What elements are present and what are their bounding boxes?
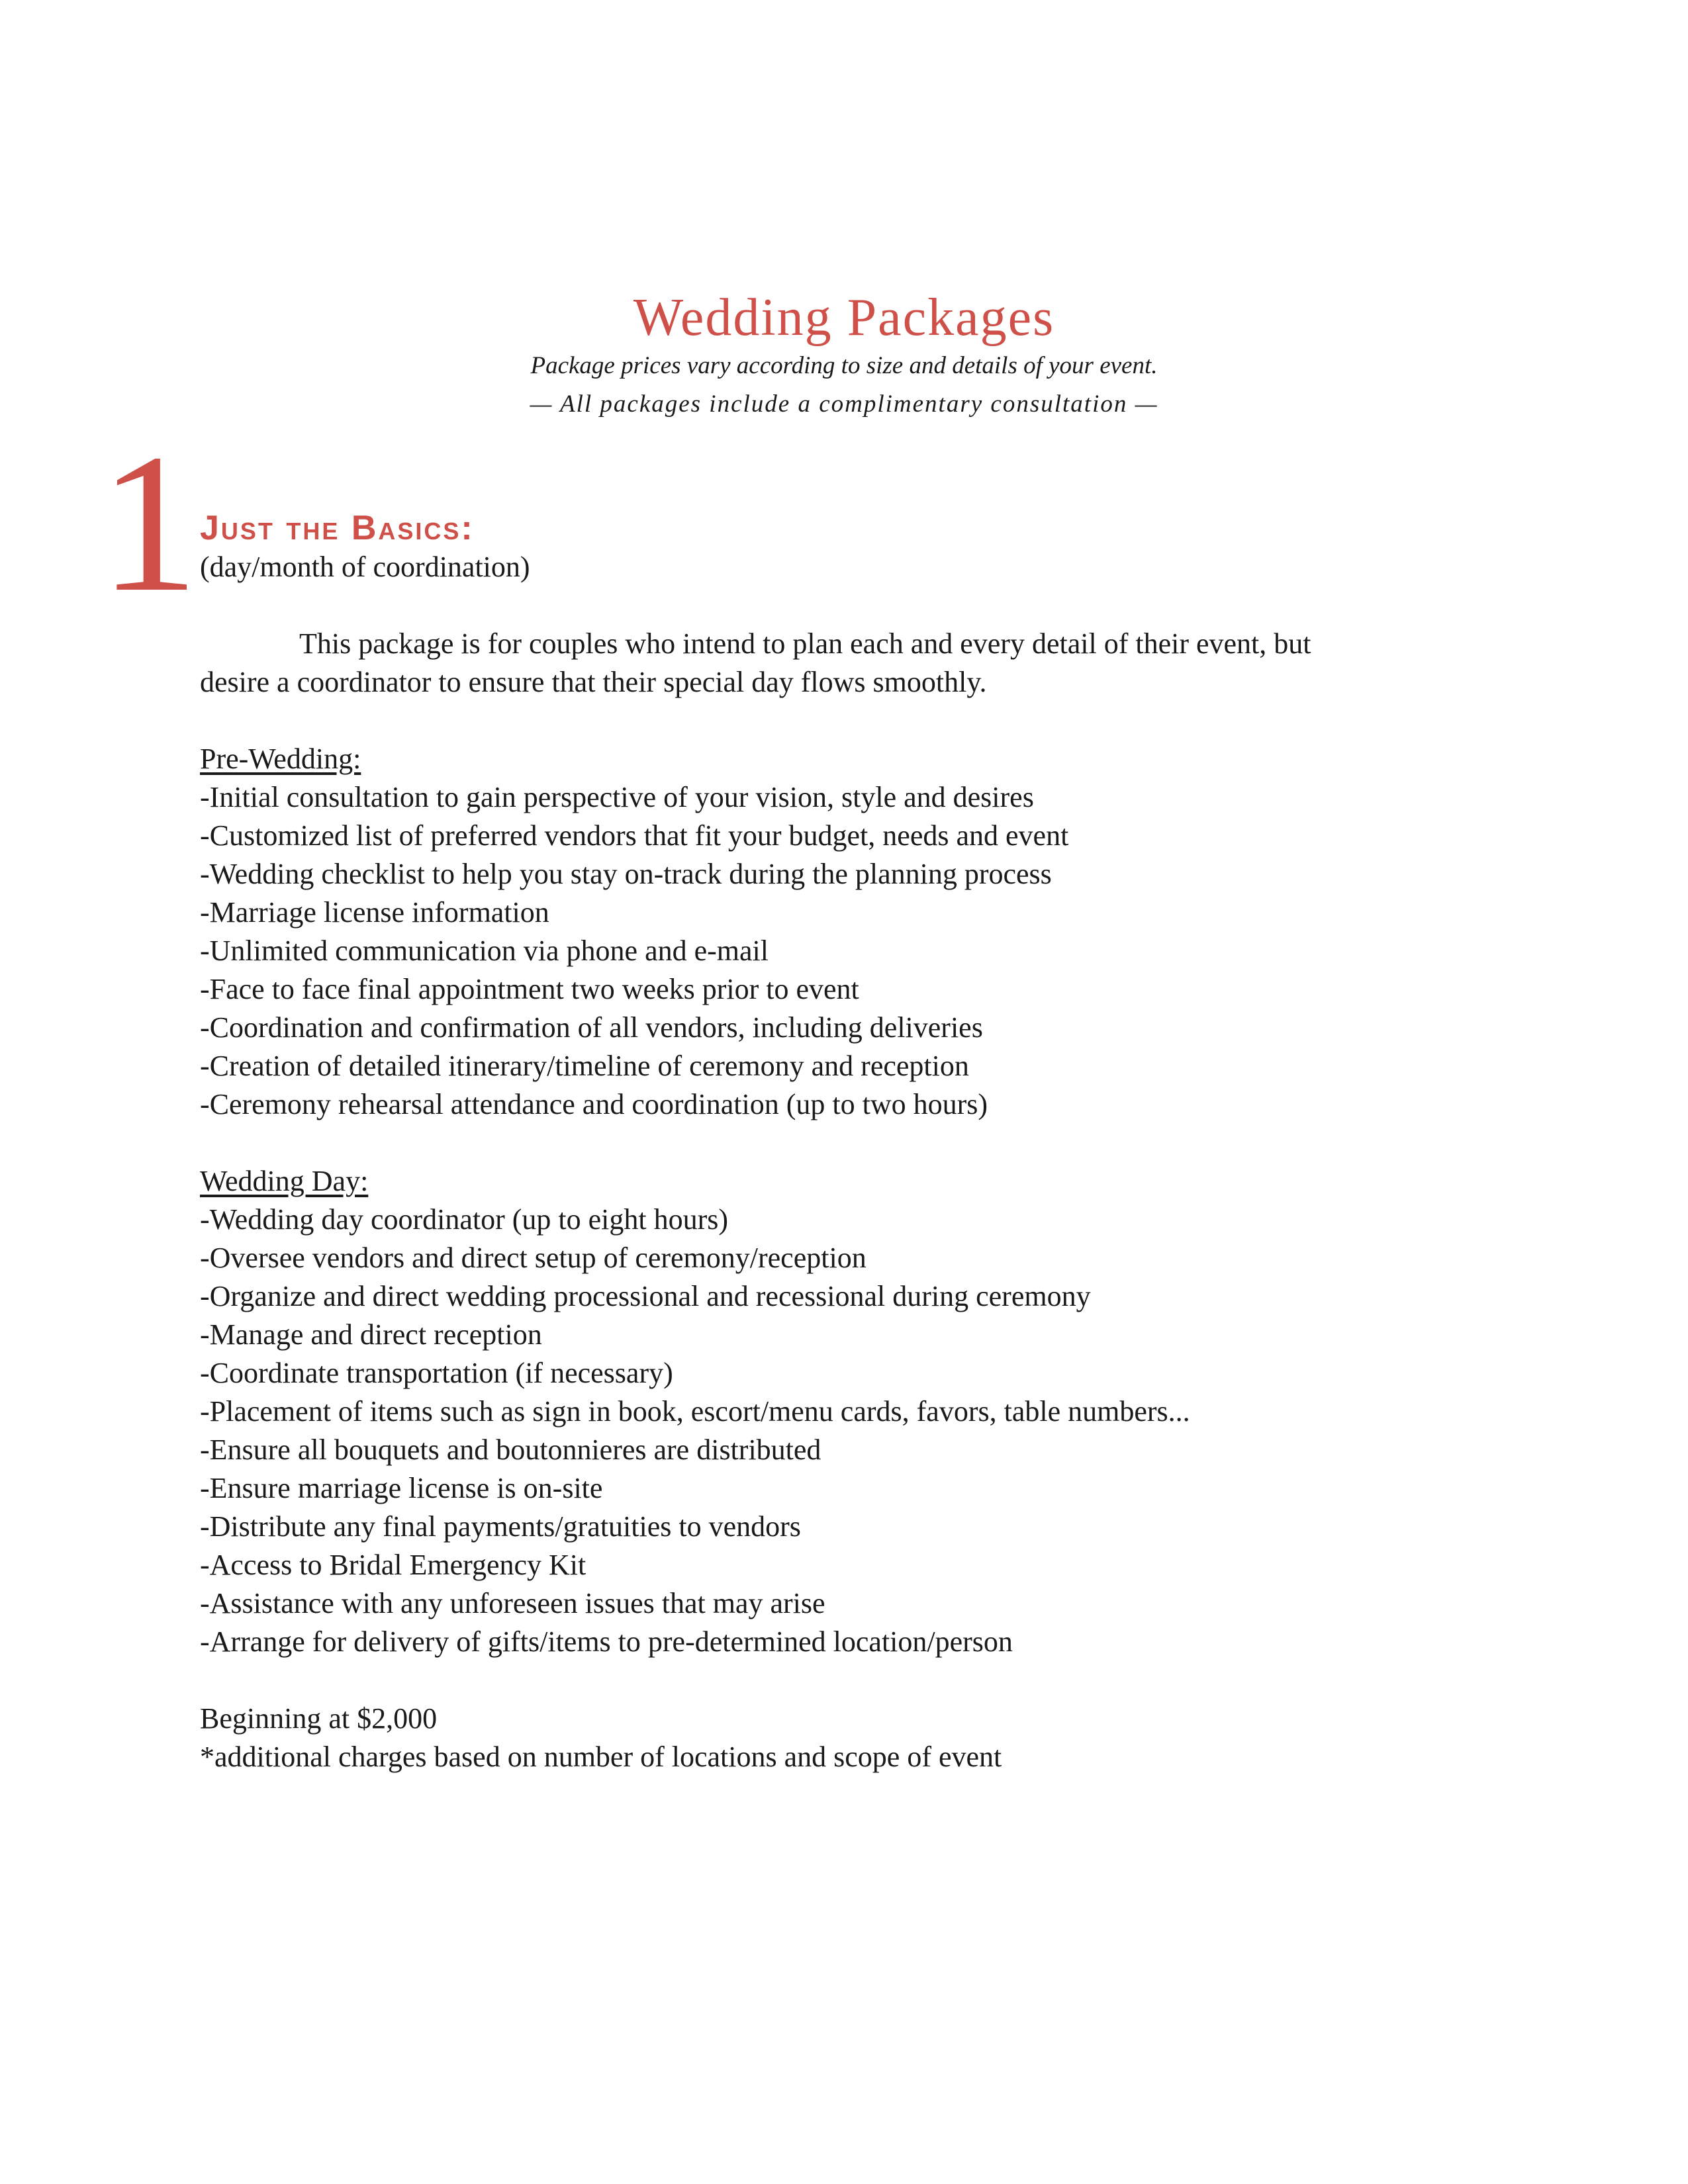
- price-note: *additional charges based on number of locations and scope of event: [200, 1741, 1002, 1773]
- list-item: -Face to face final appointment two weeks prior to event: [200, 973, 859, 1005]
- page-title: Wedding Packages: [633, 289, 1055, 347]
- list-item: -Access to Bridal Emergency Kit: [200, 1549, 586, 1581]
- list-item: -Distribute any final payments/gratuities to vendors: [200, 1510, 801, 1543]
- list-item: -Unlimited communication via phone and e-mail: [200, 934, 769, 967]
- package-number: 1: [99, 413, 199, 633]
- list-item: -Oversee vendors and direct setup of ceremony/reception: [200, 1242, 867, 1274]
- list-item: -Marriage license information: [200, 896, 549, 929]
- list-item: -Assistance with any unforeseen issues that may arise: [200, 1587, 825, 1619]
- list-item: -Ceremony rehearsal attendance and coordination (up to two hours): [200, 1088, 988, 1120]
- list-item: -Creation of detailed itinerary/timeline of ceremony and reception: [200, 1050, 969, 1082]
- package-name: Just the Basics:: [200, 509, 475, 547]
- wedding-day-heading: Wedding Day:: [200, 1165, 369, 1197]
- list-item: -Ensure all bouquets and boutonnieres are distributed: [200, 1433, 821, 1466]
- list-item: -Initial consultation to gain perspective of your vision, style and desires: [200, 781, 1034, 813]
- package-type: (day/month of coordination): [200, 551, 530, 583]
- package-description-line: desire a coordinator to ensure that their special day flows smoothly.: [200, 666, 987, 698]
- list-item: -Manage and direct reception: [200, 1318, 542, 1351]
- pre-wedding-heading: Pre-Wedding:: [200, 743, 361, 775]
- list-item: -Customized list of preferred vendors that fit your budget, needs and event: [200, 819, 1069, 852]
- package-content: [200, 548, 1524, 1776]
- list-item: -Organize and direct wedding processional and recessional during ceremony: [200, 1280, 1091, 1312]
- list-item: -Arrange for delivery of gifts/items to pre-determined location/person: [200, 1625, 1013, 1658]
- consultation-note: — All packages include a complimentary consultation —: [530, 390, 1158, 418]
- list-item: -Ensure marriage license is on-site: [200, 1472, 603, 1504]
- list-item: -Wedding day coordinator (up to eight hours): [200, 1203, 729, 1236]
- package-price: Beginning at $2,000: [200, 1702, 438, 1735]
- package-description-line: This package is for couples who intend to plan each and every detail of their event, but: [299, 627, 1311, 660]
- list-item: -Coordination and confirmation of all vendors, including deliveries: [200, 1011, 983, 1044]
- pre-wedding-section: [200, 740, 1524, 1124]
- wedding-day-section: [200, 1162, 1524, 1661]
- list-item: -Wedding checklist to help you stay on-track during the planning process: [200, 858, 1052, 890]
- list-item: -Coordinate transportation (if necessary): [200, 1357, 673, 1389]
- page-subtitle: Package prices vary according to size and details of your event.: [530, 352, 1158, 379]
- list-item: -Placement of items such as sign in book, escort/menu cards, favors, table numbers...: [200, 1395, 1190, 1428]
